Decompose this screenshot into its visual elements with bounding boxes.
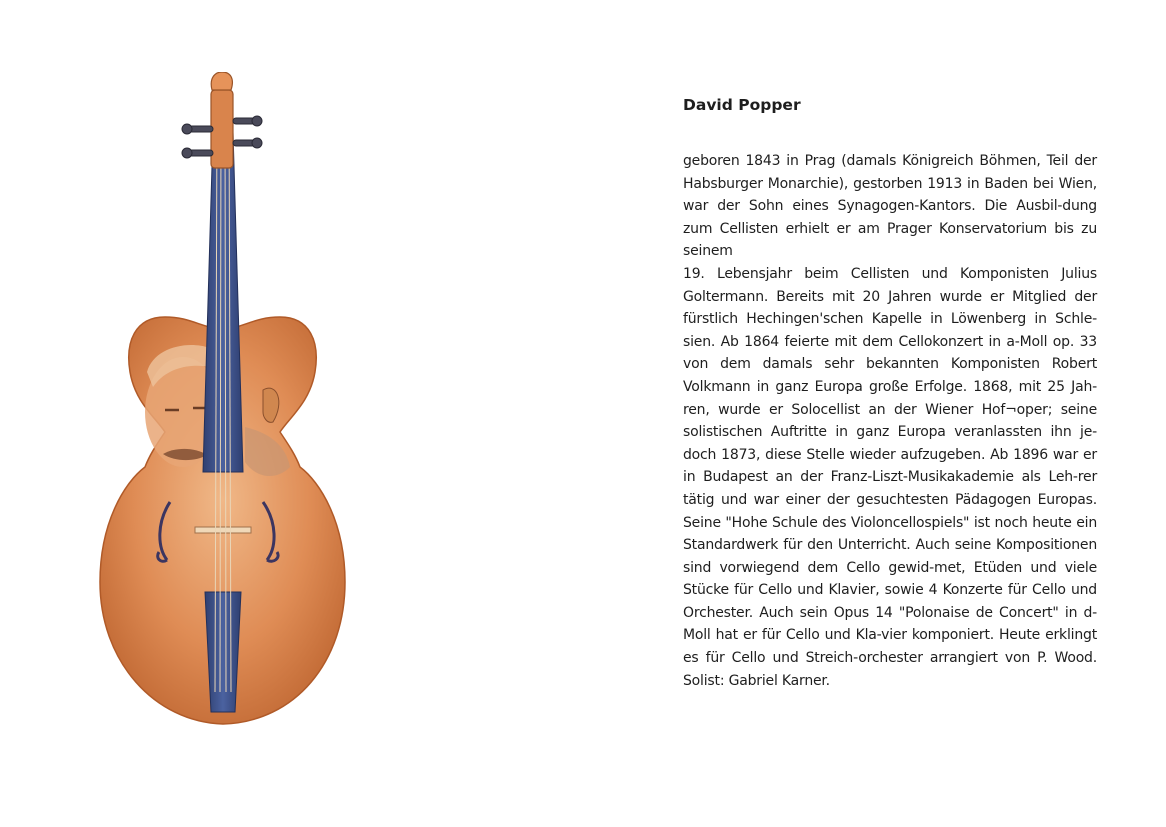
cello-fingerboard xyxy=(203,132,243,472)
article-paragraph-1: geboren 1843 in Prag (damals Königreich Böhmen, Teil der Habsburger Monarchie), gestorben 1913 in Baden bei Wien, war der Sohn eines Synagogen-Kantors. Die Ausbil-dung zum Cellisten erhielt er am Prager Konservatorium bis zu seinem xyxy=(683,153,1097,260)
cello-bridge xyxy=(195,527,251,533)
article-title: David Popper xyxy=(683,96,801,114)
cello-drawing xyxy=(95,72,355,732)
cello-tailpiece xyxy=(205,592,241,712)
biography-article xyxy=(683,94,1097,692)
article-body xyxy=(683,150,1097,692)
cello-scroll xyxy=(211,72,232,90)
cello-pegbox xyxy=(211,90,233,168)
cello-portrait-illustration xyxy=(95,72,355,732)
article-paragraph-2: 19. Lebensjahr beim Cellisten und Komponisten Julius Goltermann. Bereits mit 20 Jahren wurde er Mitglied der fürstlich Hechingen'schen Kapelle in Löwenberg in Schle-sien. Ab 1864 feierte mit dem Cellokonzert in a-Moll op. 33 von dem damals sehr bekannten Komponisten Robert Volkmann in ganz Europa große Erfolge. 1868, mit 25 Jah-ren, wurde er Solocellist an der Wiener Hof¬oper; seine solistischen Auftritte in ganz Europa veranlassten ihn je-doch 1873, diese Stelle wieder aufzugeben. Ab 1896 war er in Budapest an der Franz-Liszt-Musikakademie als Leh-rer tätig und war einer der gesuchtesten Pädagogen Europas. Seine "Hohe Schule des Violoncellospiels" ist noch heute ein Standardwerk für den Unterricht. Auch seine Kompositionen sind vorwiegend dem Cello gewid-met, Etüden und viele Stücke für Cello und Klavier, sowie 4 Konzerte für Cello und Orchester. Auch sein Opus 14 "Polonaise de Concert" in d-Moll hat er für Cello und Kla-vier komponiert. Heute erklingt es für Cello und Streich-orchester arrangiert von P. Wood. Solist: Gabriel Karner. xyxy=(683,265,1097,689)
